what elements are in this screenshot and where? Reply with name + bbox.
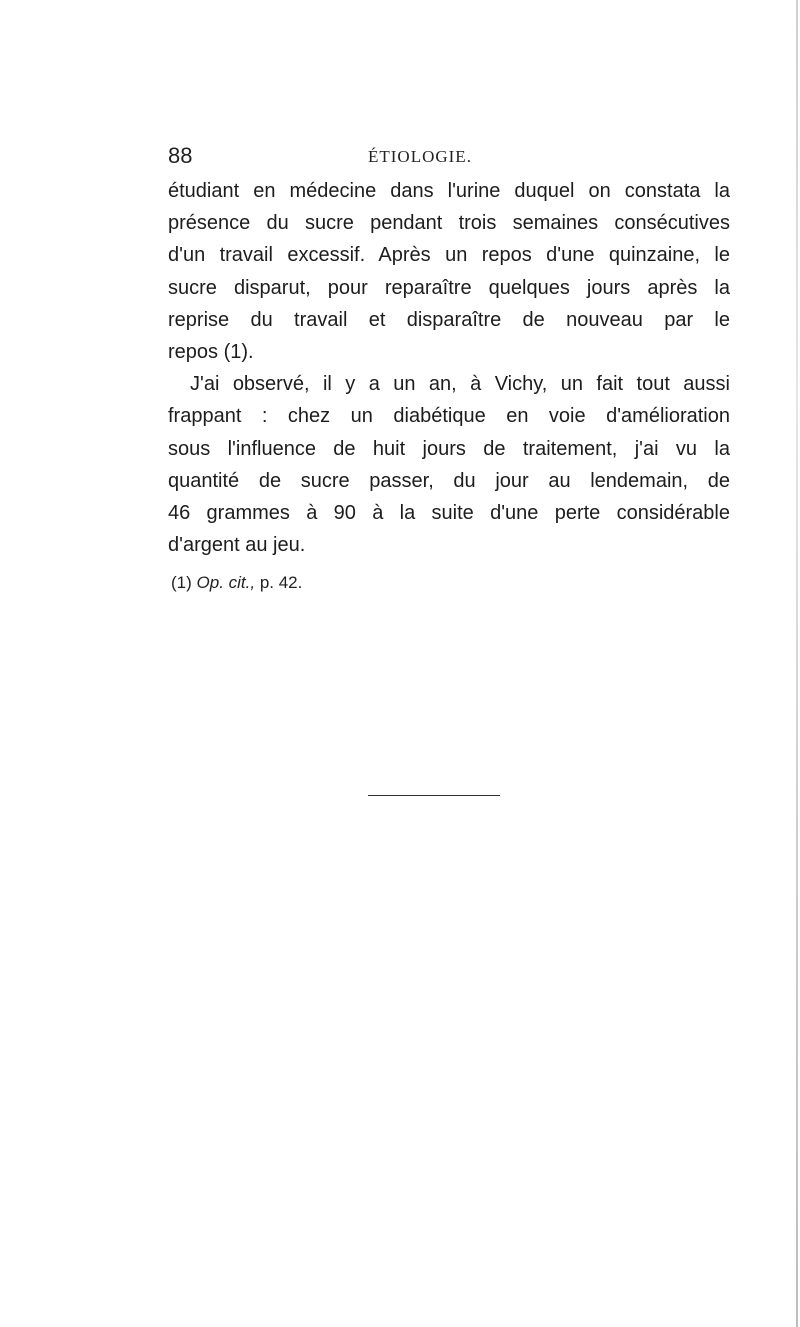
footnote-marker: (1)	[171, 573, 192, 592]
page-edge-shadow	[796, 0, 798, 1327]
text-line: sucre disparut, pour reparaître quelques jours après la	[168, 276, 730, 299]
page-number: 88	[168, 143, 193, 168]
end-rule	[368, 795, 500, 796]
text-line: d'un travail excessif. Après un repos d'une quinzaine, le	[168, 244, 730, 267]
text-line: sous l'influence de huit jours de traitement, j'ai vu la	[168, 437, 730, 460]
text-line: repos (1).	[168, 340, 254, 363]
running-head	[168, 142, 728, 172]
text-line: quantité de sucre passer, du jour au lendemain, de	[168, 469, 730, 492]
text-line: 46 grammes à 90 à la suite d'une perte considérable	[168, 501, 730, 524]
text-line: étudiant en médecine dans l'urine duquel on constata la	[168, 180, 730, 202]
paragraph-1	[168, 175, 730, 368]
chapter-title: ÉTIOLOGIE.	[368, 147, 472, 166]
text-line: d'argent au jeu.	[168, 534, 306, 557]
body-text	[168, 175, 730, 561]
text-line: présence du sucre pendant trois semaines consécutives	[168, 212, 730, 235]
footnote	[171, 571, 302, 595]
text-line: J'ai observé, il y a un an, à Vichy, un fait tout aussi	[190, 373, 730, 396]
footnote-work: Op. cit.,	[196, 573, 256, 592]
text-line: reprise du travail et disparaître de nouveau par le	[168, 308, 730, 331]
text-line: frappant : chez un diabétique en voie d'amélioration	[168, 405, 730, 428]
paragraph-2	[168, 368, 730, 561]
footnote-page: p. 42.	[259, 573, 303, 592]
